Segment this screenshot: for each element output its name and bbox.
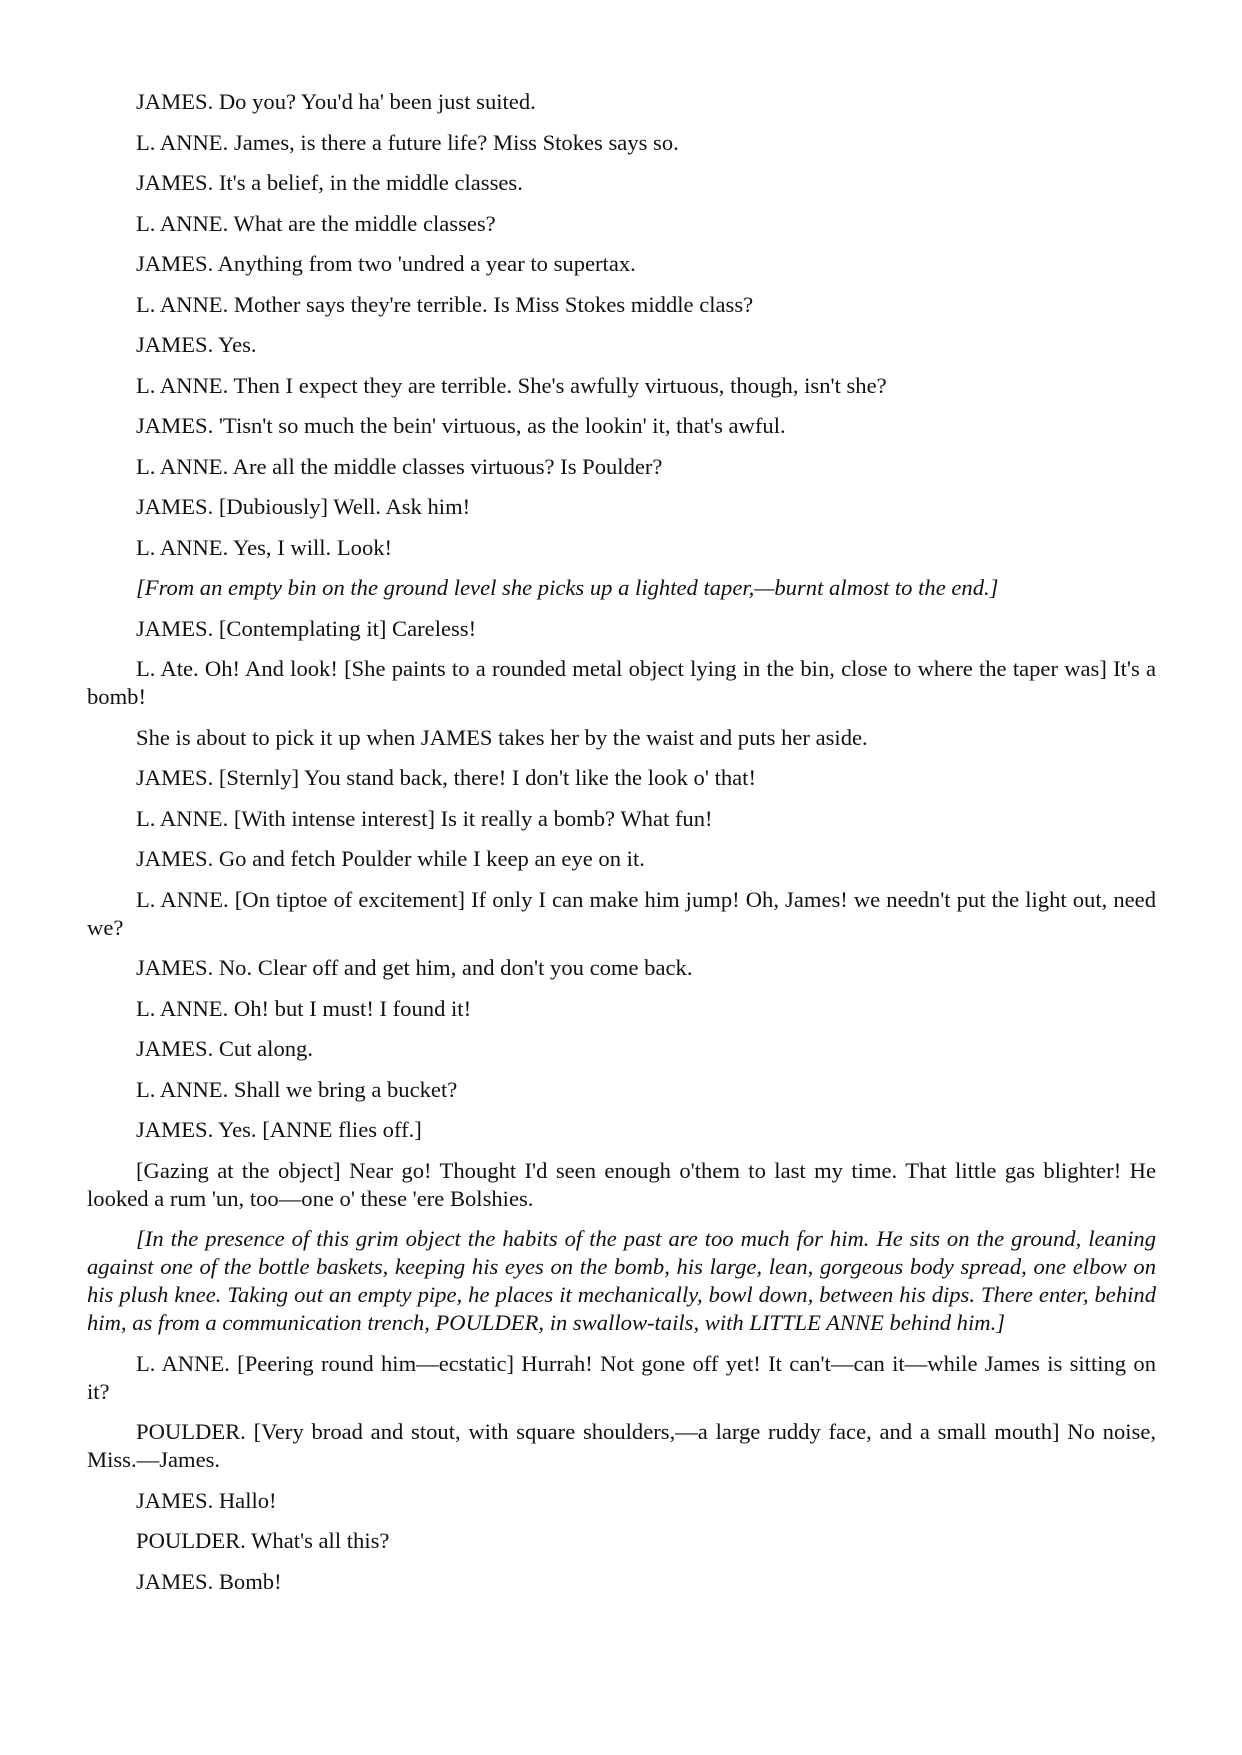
dialogue-line: [Gazing at the object] Near go! Thought I'd seen enough o'them to last my time. That little gas blighter! He looked a rum 'un, too—one o' these 'ere Bolshies.: [87, 1157, 1156, 1211]
dialogue-line: POULDER. What's all this?: [136, 1528, 390, 1553]
dialogue-line: JAMES. No. Clear off and get him, and don't you come back.: [136, 955, 693, 980]
dialogue-line: L. ANNE. Oh! but I must! I found it!: [136, 995, 472, 1021]
dialogue-line: L. ANNE. Mother says they're terrible. Is Miss Stokes middle class?: [136, 291, 754, 317]
dialogue-line: JAMES. It's a belief, in the middle classes.: [136, 170, 523, 195]
dialogue-line: L. ANNE. Shall we bring a bucket?: [136, 1076, 458, 1102]
dialogue-line: JAMES. Cut along.: [136, 1036, 313, 1061]
dialogue-line: L. ANNE. James, is there a future life? Miss Stokes says so.: [136, 129, 679, 155]
dialogue-line: JAMES. Yes. [ANNE flies off.]: [136, 1117, 422, 1142]
dialogue-line: L. ANNE. Then I expect they are terrible. She's awfully virtuous, though, isn't she?: [136, 372, 887, 398]
dialogue-line: L. ANNE. Yes, I will. Look!: [136, 534, 393, 560]
dialogue-line: L. ANNE. [With intense interest] Is it really a bomb? What fun!: [136, 805, 713, 831]
page-text: [87, 88, 1156, 1608]
dialogue-line: JAMES. Bomb!: [136, 1568, 282, 1594]
dialogue-line: JAMES. Go and fetch Poulder while I keep an eye on it.: [136, 846, 645, 871]
stage-direction: [In the presence of this grim object the habits of the past are too much for him. He sits on the ground, leaning against one of the bottle baskets, keeping his eyes on the bomb, his large, lean, gorgeous body spread, one elbow on his plush knee. Taking out an empty pipe, he places it mechanically, bowl down, between his dips. There enter, behind him, as from a communication trench, POULDER, in swallow-tails, with LITTLE ANNE behind him.]: [87, 1226, 1156, 1335]
dialogue-line: L. ANNE. Are all the middle classes virtuous? Is Poulder?: [136, 453, 663, 479]
dialogue-line: JAMES. Yes.: [136, 332, 257, 357]
dialogue-line: She is about to pick it up when JAMES takes her by the waist and puts her aside.: [136, 724, 868, 750]
dialogue-line: JAMES. [Dubiously] Well. Ask him!: [136, 494, 471, 519]
stage-direction: [From an empty bin on the ground level she picks up a lighted taper,—burnt almost to the end.]: [136, 575, 999, 600]
dialogue-line: L. ANNE. What are the middle classes?: [136, 210, 496, 236]
dialogue-line: L. Ate. Oh! And look! [She paints to a rounded metal object lying in the bin, close to where the taper was] It's a bomb!: [87, 656, 1156, 709]
dialogue-line: JAMES. 'Tisn't so much the bein' virtuous, as the lookin' it, that's awful.: [136, 413, 786, 438]
dialogue-line: L. ANNE. [On tiptoe of excitement] If only I can make him jump! Oh, James! we needn't put the light out, need we?: [87, 886, 1156, 940]
dialogue-line: POULDER. [Very broad and stout, with square shoulders,—a large ruddy face, and a small mouth] No noise, Miss.—James.: [87, 1419, 1156, 1472]
dialogue-line: JAMES. [Sternly] You stand back, there! I don't like the look o' that!: [136, 765, 756, 790]
dialogue-line: JAMES. [Contemplating it] Careless!: [136, 615, 477, 641]
dialogue-line: JAMES. Do you? You'd ha' been just suited.: [136, 89, 536, 114]
dialogue-line: JAMES. Anything from two 'undred a year to supertax.: [136, 251, 636, 276]
dialogue-line: L. ANNE. [Peering round him—ecstatic] Hurrah! Not gone off yet! It can't—can it—while James is sitting on it?: [87, 1350, 1156, 1404]
dialogue-line: JAMES. Hallo!: [136, 1487, 277, 1513]
